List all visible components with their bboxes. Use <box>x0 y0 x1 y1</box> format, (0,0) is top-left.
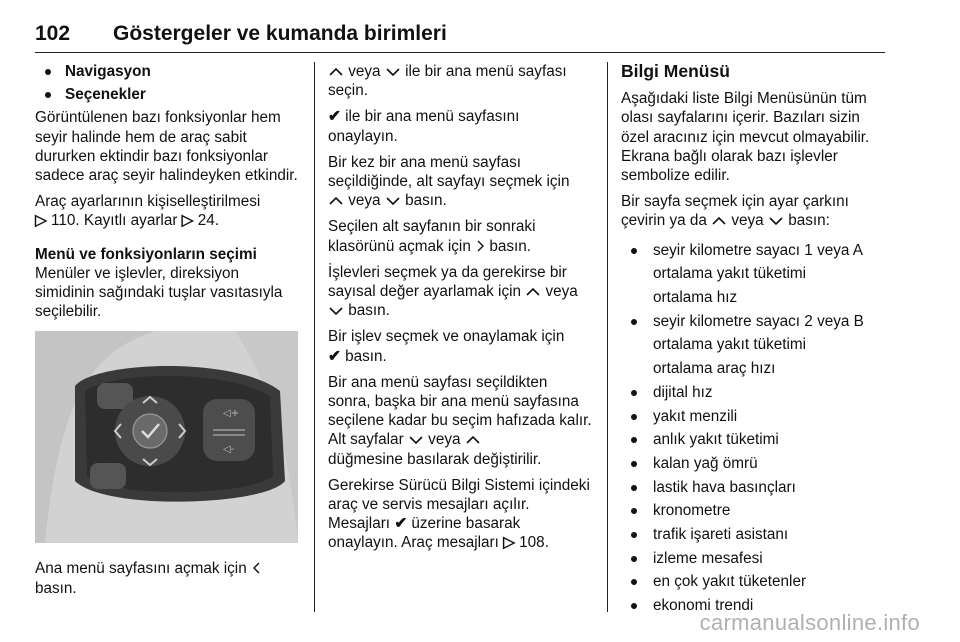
paragraph: Aşağıdaki liste Bilgi Menüsünün tüm olası sayfalarını içerir. Bazıları sizin özel aracınız için mevcut olmayabilir. Ekrana bağlı olarak bazı işlevler sembolize edilir. <box>621 90 870 185</box>
list-subitem: ortalama yakıt tüketimi <box>653 336 807 354</box>
column-2 <box>328 62 593 560</box>
chevron-down-icon <box>385 66 401 78</box>
paragraph: veya ile bir ana menü sayfası seçin. <box>328 63 567 100</box>
chevron-up-icon <box>328 195 344 207</box>
list-item: kalan yağ ömrü <box>621 454 891 473</box>
list-item: seyir kilometre sayacı 1 veya A <box>621 241 891 260</box>
list-subitem: ortalama yakıt tüketimi <box>653 265 807 283</box>
paragraph: Araç ayarlarının kişiselleştirilmesi ▷ 110. Kayıtlı ayarlar ▷ 24. <box>35 193 261 230</box>
list-item: Navigasyon <box>35 62 300 81</box>
list-item: seyir kilometre sayacı 2 veya B <box>621 312 891 331</box>
paragraph: Bir kez bir ana menü sayfası seçildiğinde, alt sayfayı seçmek için veya basın. <box>328 153 570 210</box>
paragraph: Görüntülenen bazı fonksiyonlar hem seyir halinde hem de araç sabit dururken ektindir bazı fonksiyonlar sadece araç seyir halindeyken etkindir. <box>35 109 298 185</box>
chevron-down-icon <box>328 305 344 317</box>
column-divider <box>314 62 315 612</box>
column-3 <box>621 62 891 620</box>
page-reference-icon: ▷ <box>35 212 47 230</box>
steering-wheel-illustration <box>35 331 298 543</box>
steering-wheel-controls-image <box>35 331 298 543</box>
chevron-up-icon <box>525 286 541 298</box>
page-header <box>35 22 885 53</box>
paragraph: Bir sayfa seçmek için ayar çarkını çevirin ya da veya basın: <box>621 193 849 230</box>
svg-text:◁+: ◁+ <box>223 408 240 420</box>
page-reference-icon: ▷ <box>181 212 194 230</box>
list-item: Seçenekler <box>35 85 300 104</box>
chevron-up-icon <box>328 66 344 78</box>
paragraph: İşlevleri seçmek ya da gerekirse bir sayısal değer ayarlamak için veya basın. <box>328 263 578 320</box>
list-item: dijital hız <box>621 383 891 402</box>
chevron-up-icon <box>711 215 727 227</box>
list-item: trafik işareti asistanı <box>621 525 891 544</box>
svg-text:◁-: ◁- <box>223 444 235 456</box>
paragraph: Bir ana menü sayfası seçildikten sonra, başka bir ana menü sayfasına seçilene kadar bu seçim hafızada kalır. Alt sayfalar veya düğmesine basılarak değiştirilir. <box>328 373 592 468</box>
chevron-down-icon <box>768 215 784 227</box>
chevron-down-icon <box>385 195 401 207</box>
chevron-up-icon <box>465 434 481 446</box>
chevron-right-icon <box>475 239 485 253</box>
paragraph: Gerekirse Sürücü Bilgi Sistemi içindeki araç ve servis mesajları açılır. Mesajları ✔ üzerine basarak onaylayın. Araç mesajları ▷ 108. <box>328 476 590 552</box>
column-1 <box>35 62 300 605</box>
list-item: lastik hava basınçları <box>621 478 891 497</box>
paragraph: ✔ ile bir ana menü sayfasını onaylayın. <box>328 108 520 145</box>
list-subitem: ortalama hız <box>653 289 738 307</box>
list-item: ekonomi trendi <box>621 596 891 615</box>
section-heading: Bilgi Menüsü <box>621 61 730 81</box>
paragraph: Seçilen alt sayfanın bir sonraki klasörünü açmak için basın. <box>328 218 536 255</box>
page-title: Göstergeler ve kumanda birimleri <box>113 22 447 45</box>
checkmark-icon: ✔ <box>328 108 341 126</box>
section-heading: Menü ve fonksiyonların seçimi <box>35 245 257 263</box>
list-item: en çok yakıt tüketenler <box>621 572 891 591</box>
checkmark-icon: ✔ <box>394 515 408 533</box>
page-number: 102 <box>35 22 71 45</box>
checkmark-icon: ✔ <box>328 347 341 365</box>
list-item: yakıt menzili <box>621 407 891 426</box>
paragraph: Bir işlev seçmek ve onaylamak için ✔ basın. <box>328 328 565 365</box>
page-reference-icon: ▷ <box>503 534 515 552</box>
list-item: izleme mesafesi <box>621 549 891 568</box>
list-item: kronometre <box>621 501 891 520</box>
list-subitem: ortalama araç hızı <box>653 360 776 378</box>
chevron-down-icon <box>408 434 424 446</box>
column-divider <box>607 62 608 612</box>
list-item: anlık yakıt tüketimi <box>621 430 891 449</box>
watermark-url: carmanualsonline.info <box>699 610 920 635</box>
paragraph: Ana menü sayfasını açmak için basın. <box>35 559 300 597</box>
chevron-left-icon <box>251 561 261 575</box>
paragraph: Menüler ve işlevler, direksiyon simidinin sağındaki tuşlar vasıtasıyla seçilebilir. <box>35 264 283 321</box>
